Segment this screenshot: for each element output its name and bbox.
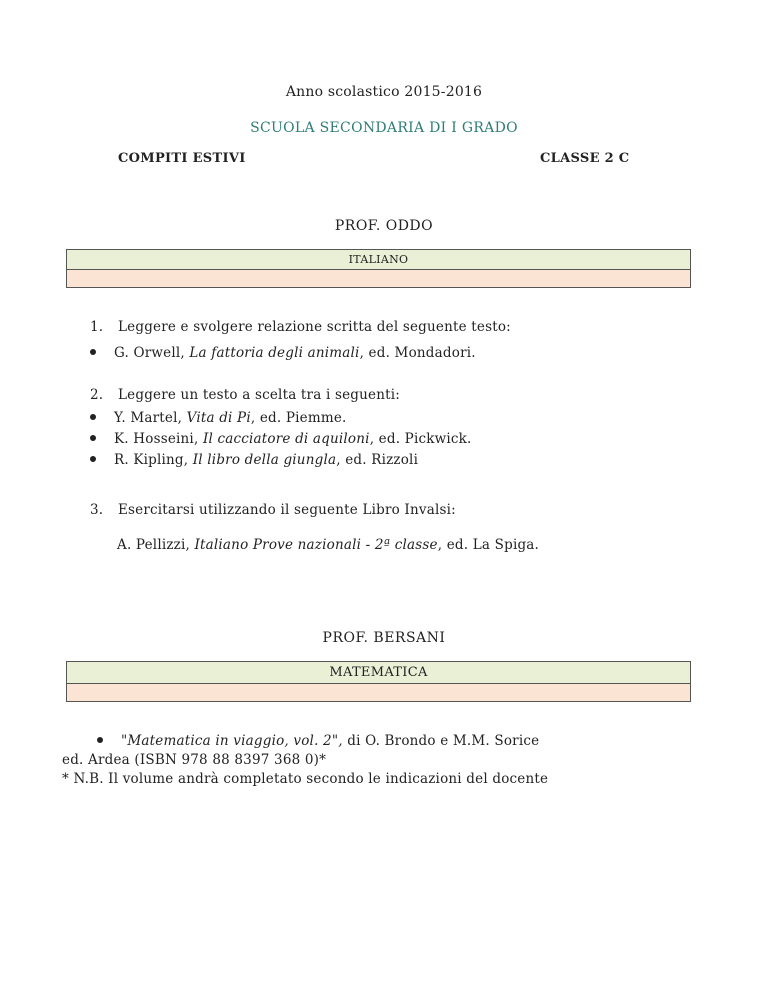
professor-italiano: PROF. ODDO <box>334 218 434 234</box>
class-label: CLASSE 2 C <box>540 151 630 166</box>
task-3 <box>90 502 456 518</box>
italiano-subject-table <box>66 249 691 288</box>
book-publisher: , ed. Mondadori. <box>359 345 476 361</box>
task-text: Leggere e svolgere relazione scritta del seguente testo: <box>118 319 511 335</box>
bullet-icon <box>90 349 96 355</box>
task-text: Esercitarsi utilizzando il seguente Libro Invalsi: <box>118 502 456 518</box>
task-2 <box>90 387 400 403</box>
task-number: 2. <box>90 387 104 403</box>
book-title: Italiano Prove nazionali - 2ª classe <box>194 537 438 553</box>
math-book-publisher: ed. Ardea (ISBN 978 88 8397 368 0)* <box>62 752 327 768</box>
matematica-subject-table <box>66 661 691 702</box>
math-book-title: "Matematica in viaggio, vol. 2", <box>121 733 343 749</box>
italiano-subject-header: ITALIANO <box>66 249 691 270</box>
book-author: R. Kipling, <box>114 452 193 468</box>
task-number: 3. <box>90 502 104 518</box>
italiano-subject-blank-row <box>66 270 691 288</box>
book-item <box>90 452 418 468</box>
bullet-icon <box>90 414 96 420</box>
bullet-icon <box>90 435 96 441</box>
book-title: Il cacciatore di aquiloni <box>202 431 370 447</box>
matematica-subject-blank-row <box>66 684 691 702</box>
book-title: La fattoria degli animali <box>189 345 360 361</box>
book-title: Vita di Pi <box>186 410 251 426</box>
book-author: G. Orwell, <box>114 345 190 361</box>
school-year: Anno scolastico 2015-2016 <box>285 84 483 100</box>
matematica-subject-header: MATEMATICA <box>66 661 691 684</box>
task-1 <box>90 319 511 335</box>
book-publisher: , ed. Piemme. <box>250 410 347 426</box>
professor-matematica: PROF. BERSANI <box>322 630 446 646</box>
book-author: A. Pellizzi, <box>117 537 195 553</box>
book-publisher: , ed. Pickwick. <box>369 431 472 447</box>
school-name: SCUOLA SECONDARIA DI I GRADO <box>250 120 518 136</box>
bullet-icon <box>97 737 103 743</box>
math-book-authors: di O. Brondo e M.M. Sorice <box>342 733 540 749</box>
bullet-icon <box>90 456 96 462</box>
task-number: 1. <box>90 319 104 335</box>
book-publisher: , ed. La Spiga. <box>437 537 540 553</box>
math-book-line <box>97 733 539 749</box>
invalsi-book <box>117 537 539 553</box>
book-item <box>90 431 472 447</box>
book-author: Y. Martel, <box>114 410 187 426</box>
book-item <box>90 410 347 426</box>
task-text: Leggere un testo a scelta tra i seguenti: <box>118 387 400 403</box>
book-author: K. Hosseini, <box>114 431 203 447</box>
book-publisher: , ed. Rizzoli <box>336 452 419 468</box>
document-title: COMPITI ESTIVI <box>118 151 246 166</box>
math-note: * N.B. Il volume andrà completato secondo le indicazioni del docente <box>62 771 549 787</box>
book-item <box>90 345 476 361</box>
book-title: Il libro della giungla <box>192 452 337 468</box>
